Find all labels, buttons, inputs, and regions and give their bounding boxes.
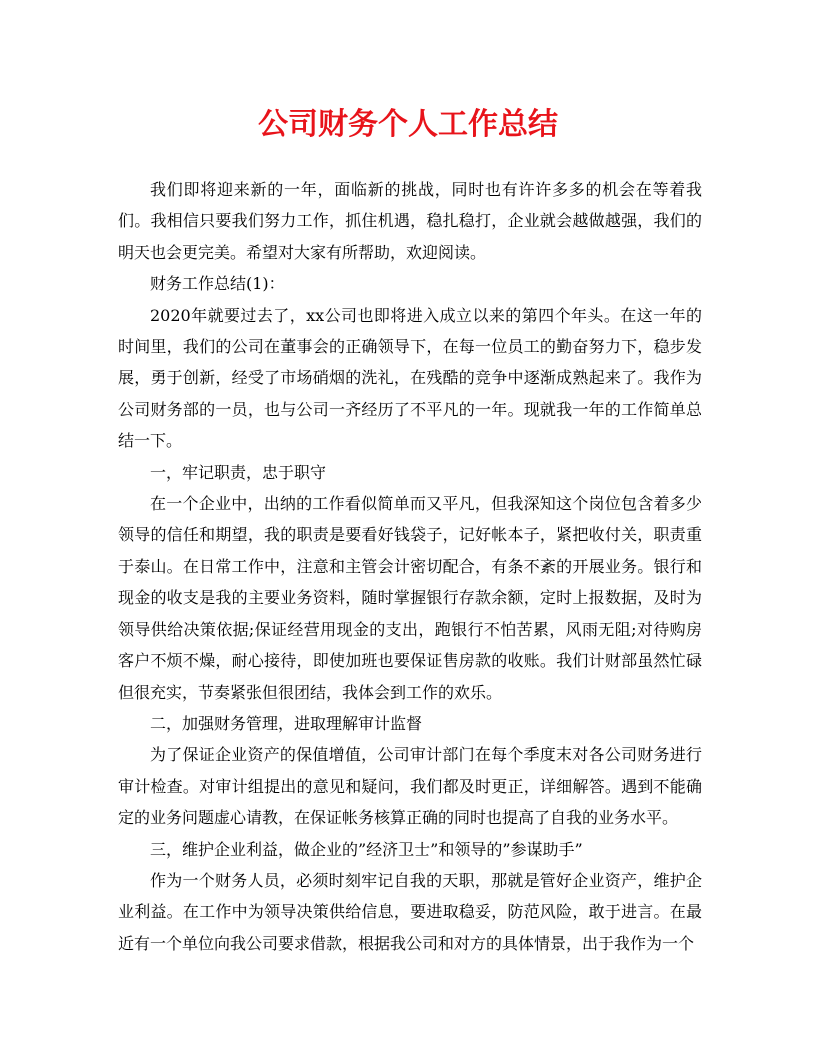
document-title: 公司财务个人工作总结 xyxy=(258,107,558,142)
body-paragraph: 在一个企业中，出纳的工作看似简单而又平凡，但我深知这个岗位包含着多少领导的信任和期望，我的职责是要看好钱袋子，记好帐本子，紧把收付关，职责重于泰山。在日常工作中，注意和主管会计密切配合，有条不紊的开展业务。银行和现金的收支是我的主要业务资料，随时掌握银行存款余额，定时上报数据，及时为领导供给决策依据;保证经营用现金的支出，跑银行不怕苦累，风雨无阻;对待购房客户不烦不燥，耐心接待，即使加班也要保证售房款的收账。我们计财部虽然忙碌但很充实，节奏紧张但很团结，我体会到工作的欢乐。 xyxy=(118,494,702,702)
body-paragraph: 2020年就要过去了，xx公司也即将进入成立以来的第四个年头。在这一年的时间里，我们的公司在董事会的正确领导下，在每一位员工的勤奋努力下，稳步发展，勇于创新，经受了市场硝烟的洗礼，在残酷的竞争中逐渐成熟起来了。我作为公司财务部的一员，也与公司一齐经历了不平凡的一年。现就我一年的工作简单总结一下。 xyxy=(118,305,702,451)
intro-paragraph: 我们即将迎来新的一年，面临新的挑战，同时也有许许多多的机会在等着我们。我相信只要我们努力工作，抓住机遇，稳扎稳打，企业就会越做越强，我们的明天也会更完美。希望对大家有所帮助，欢迎阅读。 xyxy=(118,180,702,262)
body-paragraph: 为了保证企业资产的保值增值，公司审计部门在每个季度末对各公司财务进行审计检查。对审计组提出的意见和疑问，我们都及时更正，详细解答。遇到不能确定的业务问题虚心请教，在保证帐务核算正确的同时也提高了自我的业务水平。 xyxy=(118,745,702,828)
section-heading: 二，加强财务管理，进取理解审计监督 xyxy=(150,713,423,733)
body-paragraph: 作为一个财务人员，必须时刻牢记自我的天职，那就是管好企业资产，维护企业利益。在工作中为领导决策供给信息，要进取稳妥，防范风险，敢于进言。在最近有一个单位向我公司要求借款，根据我公司和对方的具体情景，出于我作为一个 xyxy=(118,870,702,953)
section-heading: 三，维护企业利益，做企业的”经济卫士”和领导的”参谋助手” xyxy=(150,839,583,859)
section-heading: 一，牢记职责，忠于职守 xyxy=(150,462,327,482)
document-body xyxy=(118,174,702,959)
section-label: 财务工作总结(1)： xyxy=(150,274,285,294)
